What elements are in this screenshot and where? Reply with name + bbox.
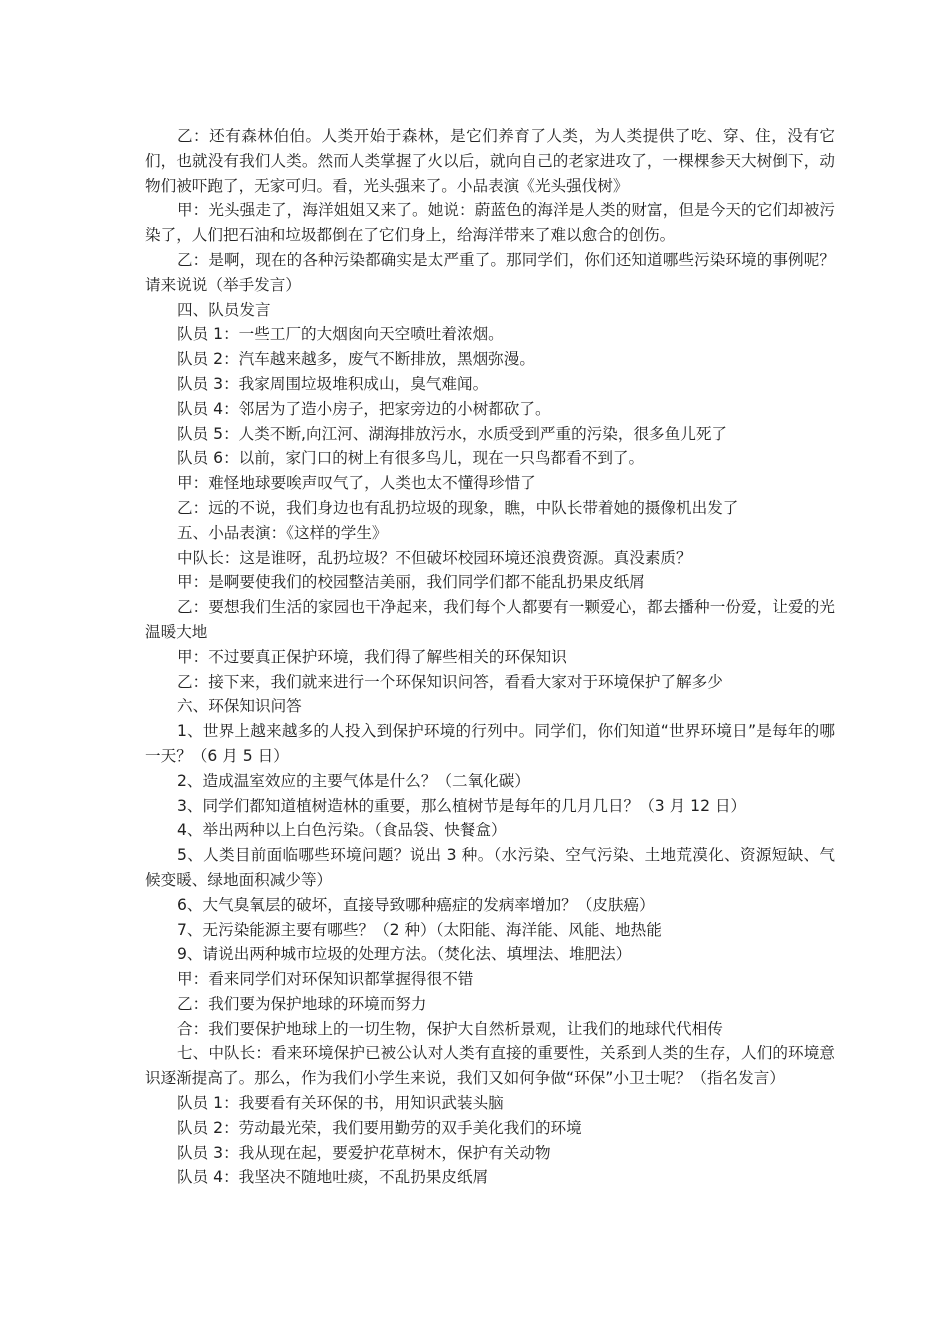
paragraph-1: 乙：还有森林伯伯。人类开始于森林，是它们养育了人类，为人类提供了吃、穿、住，没有它们，也就没有我们人类。然而人类掌握了火以后，就向自己的老家进攻了，一棵棵参天大树倒下，动物们被吓跑了，无家可归。看，光头强来了。小品表演《光头强伐树》 <box>145 127 835 195</box>
section-heading-5: 五、小品表演：《这样的学生》 <box>177 523 388 542</box>
paragraph-2: 甲：光头强走了，海洋姐姐又来了。她说：蔚蓝色的海洋是人类的财富，但是今天的它们却被污染了，人们把石油和垃圾都倒在了它们身上，给海洋带来了难以愈合的创伤。 <box>145 201 835 245</box>
paragraph-3: 乙：是啊，现在的各种污染都确实是太严重了。那同学们，你们还知道哪些污染环境的事例呢？请来说说（举手发言） <box>145 250 835 294</box>
paragraph-17: 甲：不过要真正保护环境，我们得了解些相关的环保知识 <box>177 647 567 666</box>
quiz-question-3: 3、同学们都知道植树造林的重要，那么植树节是每年的几月几日？（3 月 12 日） <box>177 796 747 815</box>
paragraph-29: 乙：我们要为保护地球的环境而努力 <box>177 994 427 1013</box>
section-heading-4: 四、队员发言 <box>177 300 271 319</box>
quiz-question-7: 7、无污染能源主要有哪些？（2 种）（太阳能、海洋能、风能、地热能 <box>177 920 662 939</box>
paragraph-15: 甲：是啊要使我们的校园整洁美丽，我们同学们都不能乱扔果皮纸屑 <box>177 573 645 592</box>
paragraph-34: 队员 3：我从现在起，要爱护花草树木，保护有关动物 <box>177 1143 551 1162</box>
paragraph-14: 中队长：这是谁呀，乱扔垃圾？不但破坏校园环境还浪费资源。真没素质？ <box>177 548 692 567</box>
paragraph-32: 队员 1：我要看有关环保的书，用知识武装头脑 <box>177 1094 504 1113</box>
section-heading-6: 六、环保知识问答 <box>177 697 302 716</box>
quiz-question-1: 1、世界上越来越多的人投入到保护环境的行列中。同学们，你们知道“世界环境日”是每年的哪一天？（6 月 5 日） <box>145 722 835 765</box>
paragraph-9: 队员 5：人类不断,向江河、湖海排放污水，水质受到严重的污染，很多鱼儿死了 <box>177 424 728 443</box>
paragraph-5: 队员 1：一些工厂的大烟囱向天空喷吐着浓烟。 <box>177 325 504 344</box>
paragraph-7: 队员 3：我家周围垃圾堆积成山，臭气难闻。 <box>177 374 489 393</box>
section-heading-7: 七、中队长：看来环境保护已被公认对人类有直接的重要性，关系到人类的生存，人们的环境意识逐渐提高了。那么，作为我们小学生来说，我们又如何争做“环保”小卫士呢？（指名发言） <box>145 1044 835 1088</box>
paragraph-12: 乙：远的不说，我们身边也有乱扔垃圾的现象，瞧，中队长带着她的摄像机出发了 <box>177 498 739 517</box>
paragraph-35: 队员 4：我坚决不随地吐痰，不乱扔果皮纸屑 <box>177 1168 489 1187</box>
paragraph-33: 队员 2：劳动最光荣，我们要用勤劳的双手美化我们的环境 <box>177 1118 582 1137</box>
document-page <box>145 124 835 1190</box>
quiz-question-5: 5、人类目前面临哪些环境问题？说出 3 种。（水污染、空气污染、土地荒漠化、资源短缺、气候变暖、绿地面积减少等） <box>145 846 835 889</box>
paragraph-28: 甲：看来同学们对环保知识都掌握得很不错 <box>177 970 474 989</box>
quiz-question-9: 9、请说出两种城市垃圾的处理方法。（焚化法、填埋法、堆肥法） <box>177 945 632 964</box>
quiz-question-4: 4、举出两种以上白色污染。（食品袋、快餐盒） <box>177 821 507 840</box>
paragraph-30: 合：我们要保护地球上的一切生物，保护大自然析景观，让我们的地球代代相传 <box>177 1019 723 1038</box>
paragraph-10: 队员 6：以前，家门口的树上有很多鸟儿，现在一只鸟都看不到了。 <box>177 449 645 468</box>
paragraph-18: 乙：接下来，我们就来进行一个环保知识问答，看看大家对于环境保护了解多少 <box>177 672 723 691</box>
quiz-question-6: 6、大气臭氧层的破坏，直接导致哪种癌症的发病率增加？（皮肤癌） <box>177 895 655 914</box>
paragraph-8: 队员 4：邻居为了造小房子，把家旁边的小树都砍了。 <box>177 399 551 418</box>
paragraph-6: 队员 2：汽车越来越多，废气不断排放，黑烟弥漫。 <box>177 350 535 369</box>
quiz-question-2: 2、造成温室效应的主要气体是什么？（二氧化碳） <box>177 771 530 790</box>
paragraph-16: 乙：要想我们生活的家园也干净起来，我们每个人都要有一颗爱心，都去播种一份爱，让爱的光温暖大地 <box>145 598 835 641</box>
paragraph-11: 甲：难怪地球要唉声叹气了，人类也太不懂得珍惜了 <box>177 474 536 493</box>
